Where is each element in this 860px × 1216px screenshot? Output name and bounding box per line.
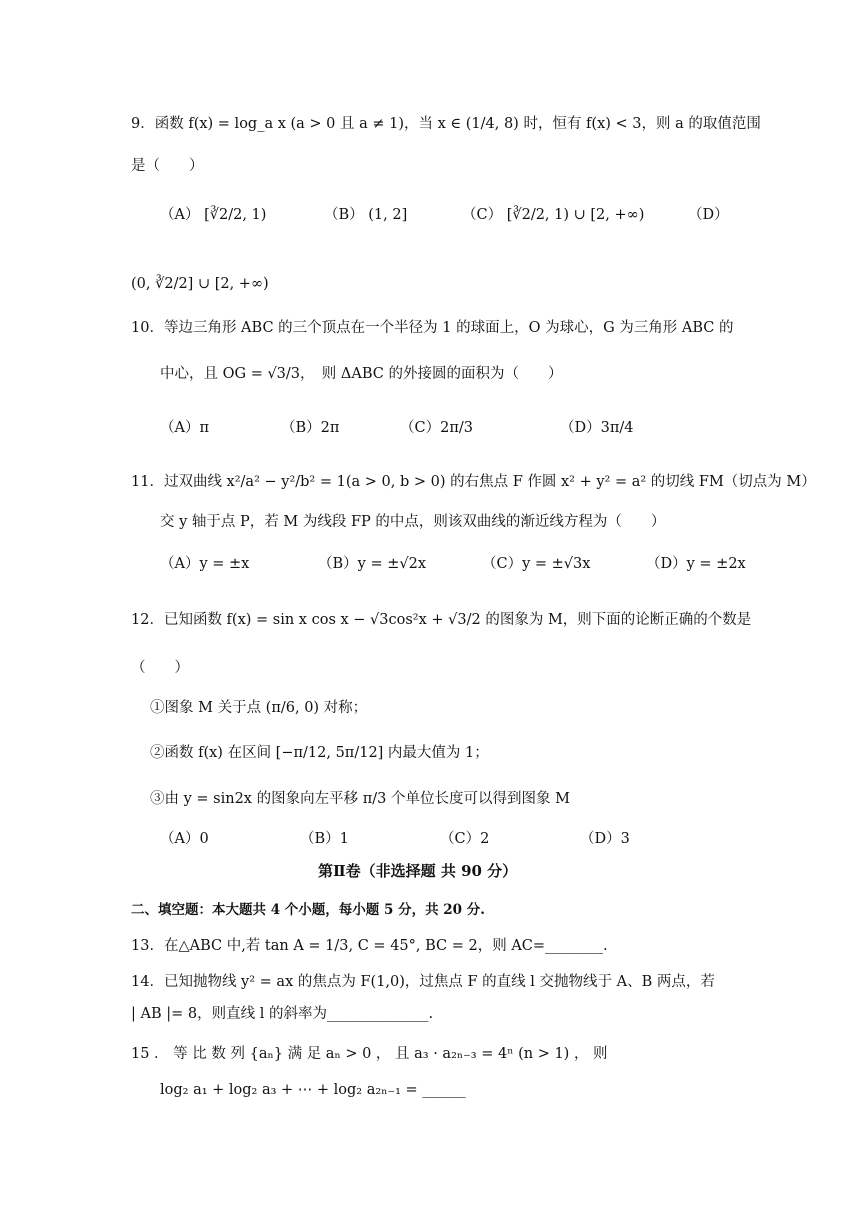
q9-line2: 是（ ） [131,158,204,174]
q12-option-b: （B）1 [300,831,349,847]
q9-option-b: （B） (1, 2] [324,207,408,223]
q13-text: 13．在△ABC 中,若 tan A = 1/3, C = 45°, BC = 2，则 AC=________. [131,938,608,954]
q12-statement-3: ③由 y = sin2x 的图象向左平移 π/3 个单位长度可以得到图象 M [150,791,570,807]
q10-option-a: （A）π [160,420,210,436]
q10-line2: 中心，且 OG = √3/3， 则 ΔABC 的外接圆的面积为（ ） [160,366,563,382]
q15-line2: log₂ a₁ + log₂ a₃ + ⋯ + log₂ a₂ₙ₋₁ = ______ [160,1082,466,1098]
q9-option-d-continued: (0, ∛2/2] ∪ [2, +∞) [131,276,269,292]
q11-option-c: （C）y = ±√3x [482,556,591,572]
q10-line1: 10．等边三角形 ABC 的三个顶点在一个半径为 1 的球面上，O 为球心，G 为三角形 ABC 的 [131,320,734,336]
q10-option-b: （B）2π [281,420,340,436]
q11-option-a: （A）y = ±x [160,556,250,572]
q11-line2: 交 y 轴于点 P，若 M 为线段 FP 的中点，则该双曲线的渐近线方程为（ ） [160,514,666,530]
q12-statement-2: ②函数 f(x) 在区间 [−π/12, 5π/12] 内最大值为 1； [150,745,489,761]
q11-line1: 11．过双曲线 x²/a² − y²/b² = 1(a > 0, b > 0) 的右焦点 F 作圆 x² + y² = a² 的切线 FM（切点为 M） [131,474,816,490]
q12-line1: 12．已知函数 f(x) = sin x cos x − √3cos²x + √3/2 的图象为 M，则下面的论断正确的个数是 [131,612,752,628]
q9-option-d: （D） [688,207,729,223]
q15-line1: 15 ． 等 比 数 列 {aₙ} 满 足 aₙ > 0 ， 且 a₃ · a₂ₙ₋₃ = 4ⁿ (n > 1) ， 则 [131,1046,608,1062]
q11-option-b: （B）y = ±√2x [318,556,427,572]
q9-line1: 9．函数 f(x) = log_a x (a > 0 且 a ≠ 1)，当 x ∈ (1/4, 8) 时，恒有 f(x) < 3，则 a 的取值范围 [131,116,761,132]
section-title: 第Ⅱ卷（非选择题 共 90 分） [318,862,518,880]
q12-option-c: （C）2 [440,831,490,847]
q11-option-d: （D）y = ±2x [646,556,746,572]
q9-option-c: （C） [∛2/2, 1) ∪ [2, +∞) [462,207,645,223]
q12-line2: （ ） [131,660,189,676]
q10-option-c: （C）2π/3 [400,420,473,436]
q10-option-d: （D）3π/4 [560,420,634,436]
q14-line2: | AB |= 8，则直线 l 的斜率为______________. [131,1006,434,1022]
q12-option-d: （D）3 [580,831,630,847]
q9-option-a: （A） [∛2/2, 1) [160,207,267,223]
q12-statement-1: ①图象 M 关于点 (π/6, 0) 对称； [150,700,368,716]
q14-line1: 14．已知抛物线 y² = ax 的焦点为 F(1,0)，过焦点 F 的直线 l 交抛物线于 A、B 两点，若 [131,974,715,990]
part-heading: 二、填空题：本大题共 4 个小题，每小题 5 分，共 20 分. [131,902,485,918]
q12-option-a: （A）0 [160,831,209,847]
